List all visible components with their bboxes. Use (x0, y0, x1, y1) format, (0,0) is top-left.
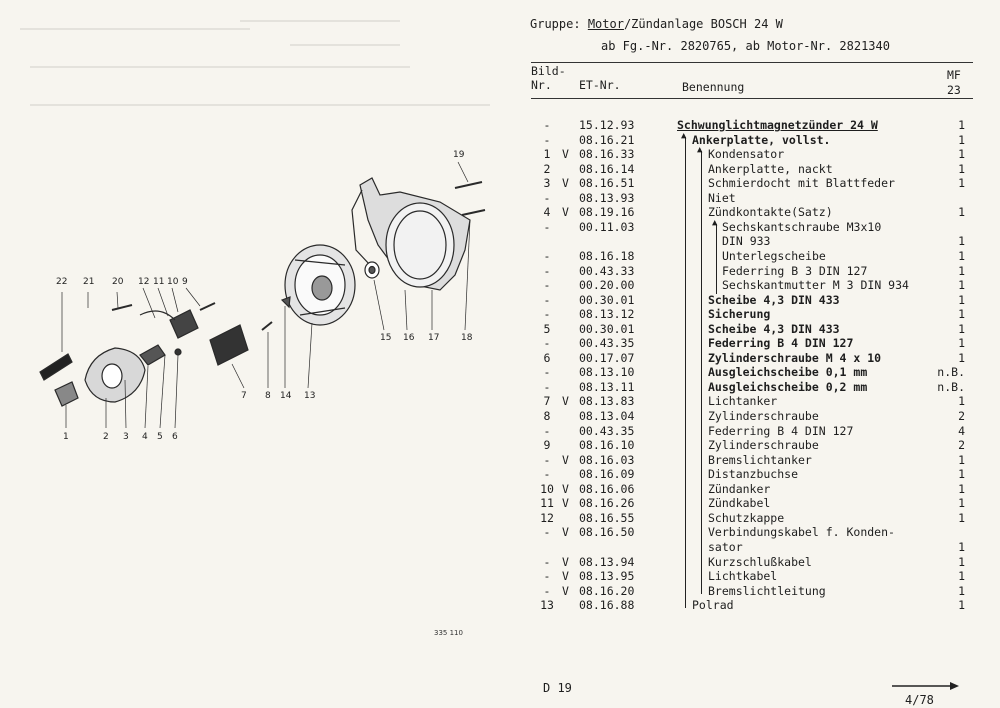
part-qty: 1 (958, 583, 965, 598)
col-benennung: Benennung (682, 80, 745, 94)
callout-16: 16 (403, 333, 415, 343)
part-v-flag: V (562, 452, 569, 467)
part-et-nr: 00.43.35 (579, 423, 635, 438)
part-name: Scheibe 4,3 DIN 433 (708, 321, 840, 336)
part-et-nr: 08.13.94 (579, 554, 635, 569)
part-qty: 1 (958, 278, 965, 293)
part-name: Unterlegscheibe (722, 248, 826, 263)
callout-18: 18 (461, 333, 473, 343)
part-name: Bremslichtanker (708, 452, 812, 467)
hierarchy-line-1 (685, 137, 686, 608)
serial-range: ab Fg.-Nr. 2820765, ab Motor-Nr. 2821340 (601, 39, 890, 53)
callout-11: 11 (153, 277, 165, 287)
callout-8: 8 (265, 391, 271, 401)
part-name: Zylinderschraube (708, 438, 819, 453)
part-nr: - (543, 278, 551, 293)
part-v-flag: V (562, 525, 569, 540)
callout-5: 5 (157, 432, 163, 442)
part-et-nr: 00.17.07 (579, 350, 635, 365)
part-et-nr: 08.13.12 (579, 307, 635, 322)
part-nr: 1 (543, 147, 551, 162)
part-qty: 2 (958, 409, 965, 423)
part-nr: - (543, 292, 551, 307)
part-name: Kurzschlußkabel (708, 554, 812, 569)
part-nr: 10 (540, 481, 554, 496)
part-qty: 1 (958, 481, 965, 496)
part-name: Sechskantschraube M3x10 (722, 219, 882, 234)
part-qty: 1 (958, 118, 965, 132)
part-et-nr: 08.16.03 (579, 452, 635, 467)
part-v-flag: V (562, 554, 569, 569)
part-nr: - (543, 452, 551, 467)
callout-21: 21 (83, 277, 95, 287)
part-qty: 1 (958, 598, 965, 613)
group-rest: /Zündanlage BOSCH 24 W (623, 17, 783, 31)
col-bild-nr-1: Bild- (531, 64, 566, 78)
part-name: Schmierdocht mit Blattfeder (708, 176, 895, 191)
exploded-diagram (0, 140, 520, 470)
part-qty: 1 (958, 132, 965, 147)
part-nr: 5 (543, 321, 551, 336)
part-name: Distanzbuchse (708, 467, 799, 482)
part-name: Niet (708, 190, 736, 205)
part-et-nr: 00.11.03 (579, 219, 635, 234)
part-nr: - (543, 569, 551, 584)
part-nr: - (543, 379, 551, 394)
part-name: Federring B 3 DIN 127 (722, 263, 868, 278)
part-qty: 1 (958, 394, 965, 409)
part-name: Scheibe 4,3 DIN 433 (708, 292, 840, 307)
part-qty: 4 (958, 423, 965, 438)
part-name: Kondensator (708, 147, 785, 162)
part-et-nr: 08.16.09 (579, 467, 635, 482)
callout-19: 19 (453, 150, 465, 160)
col-mf-2: 23 (947, 83, 961, 97)
page-code: D 19 (543, 681, 572, 695)
part-et-nr: 15.12.93 (579, 118, 635, 132)
part-nr: 9 (543, 438, 551, 453)
hierarchy-arrow-2: ▲ (697, 145, 703, 155)
rule-top (531, 62, 973, 63)
part-qty: 1 (958, 321, 965, 336)
callout-14: 14 (280, 391, 292, 401)
part-qty: 1 (958, 452, 965, 467)
part-v-flag: V (562, 569, 569, 584)
callout-12: 12 (138, 277, 150, 287)
part-v-flag: V (562, 176, 569, 191)
part-name: Lichtkabel (708, 569, 778, 584)
part-et-nr: 08.13.93 (579, 190, 635, 205)
group-main: Motor (587, 17, 624, 31)
part-name: Ausgleichscheibe 0,2 mm (708, 379, 868, 394)
part-qty: 1 (958, 496, 965, 511)
part-et-nr: 00.20.00 (579, 278, 635, 293)
callout-10: 10 (167, 277, 179, 287)
callout-4: 4 (142, 432, 148, 442)
part-qty: 1 (958, 467, 965, 482)
part-name: Verbindungskabel f. Konden- (708, 525, 895, 540)
hierarchy-line-3 (716, 224, 717, 294)
part-nr: - (543, 365, 551, 380)
part-v-flag: V (562, 394, 569, 409)
part-name: Bremslichtleitung (708, 583, 826, 598)
hierarchy-arrow-3: ▲ (712, 218, 718, 228)
part-nr: - (543, 190, 551, 205)
part-et-nr: 08.19.16 (579, 205, 635, 220)
callout-17: 17 (428, 333, 440, 343)
callout-20: 20 (112, 277, 124, 287)
diagram-drawing (0, 140, 520, 470)
part-nr: 7 (543, 394, 551, 409)
part-name: sator (708, 539, 743, 554)
part-et-nr: 00.43.33 (579, 263, 635, 278)
part-v-flag: V (562, 481, 569, 496)
part-nr: - (543, 423, 551, 438)
part-qty: n.B. (937, 365, 965, 380)
part-name: Ankerplatte, nackt (708, 161, 833, 176)
part-qty: 1 (958, 147, 965, 162)
part-name: Lichtanker (708, 394, 778, 409)
part-qty: 1 (958, 176, 965, 191)
part-v-flag: V (562, 583, 569, 598)
part-name: Zündanker (708, 481, 771, 496)
part-et-nr: 00.30.01 (579, 292, 635, 307)
part-et-nr: 08.16.26 (579, 496, 635, 511)
part-nr: 4 (543, 205, 551, 220)
part-nr: - (543, 118, 551, 132)
part-name: Sicherung (708, 307, 771, 322)
part-nr: 2 (543, 161, 551, 176)
part-name: Schwunglichtmagnetzünder 24 W (677, 118, 878, 132)
part-v-flag: V (562, 496, 569, 511)
part-qty: 1 (958, 205, 965, 220)
part-nr: 8 (543, 409, 551, 423)
part-nr: - (543, 307, 551, 322)
part-et-nr: 08.13.95 (579, 569, 635, 584)
part-name: Polrad (692, 598, 734, 613)
arrow-right-icon (892, 681, 960, 691)
part-nr: - (543, 132, 551, 147)
part-nr: - (543, 248, 551, 263)
part-qty: n.B. (937, 379, 965, 394)
col-bild-nr-2: Nr. (531, 78, 552, 92)
part-name: Schutzkappe (708, 510, 785, 525)
part-qty: 1 (958, 161, 965, 176)
part-qty: 1 (958, 234, 965, 249)
part-name: Ausgleichscheibe 0,1 mm (708, 365, 868, 380)
part-name: Federring B 4 DIN 127 (708, 336, 854, 351)
part-qty: 2 (958, 438, 965, 453)
part-et-nr: 08.16.51 (579, 176, 635, 191)
part-v-flag: V (562, 147, 569, 162)
part-qty: 1 (958, 307, 965, 322)
part-qty: 1 (958, 263, 965, 278)
part-et-nr: 08.16.06 (579, 481, 635, 496)
part-name: Zündkontakte(Satz) (708, 205, 833, 220)
part-name: Zylinderschraube (708, 409, 819, 423)
bleed-through-marks (0, 0, 500, 140)
part-nr: 6 (543, 350, 551, 365)
part-et-nr: 08.13.11 (579, 379, 635, 394)
part-name: Sechskantmutter M 3 DIN 934 (722, 278, 909, 293)
part-et-nr: 08.16.21 (579, 132, 635, 147)
part-v-flag: V (562, 205, 569, 220)
part-name: Zündkabel (708, 496, 771, 511)
part-qty: 1 (958, 510, 965, 525)
hierarchy-arrow-1: ▲ (681, 131, 687, 141)
part-nr: - (543, 554, 551, 569)
callout-6: 6 (172, 432, 178, 442)
part-name: Federring B 4 DIN 127 (708, 423, 854, 438)
rule-bottom (531, 98, 973, 99)
part-qty: 1 (958, 248, 965, 263)
col-mf-1: MF (947, 68, 961, 82)
part-qty: 1 (958, 569, 965, 584)
part-et-nr: 08.16.33 (579, 147, 635, 162)
part-et-nr: 08.16.88 (579, 598, 635, 613)
part-name: Zylinderschraube M 4 x 10 (708, 350, 882, 365)
callout-7: 7 (241, 391, 247, 401)
hierarchy-line-2 (701, 151, 702, 594)
part-et-nr: 08.13.83 (579, 394, 635, 409)
part-qty: 1 (958, 350, 965, 365)
part-nr: - (543, 336, 551, 351)
part-name: DIN 933 (722, 234, 771, 249)
part-nr: 3 (543, 176, 551, 191)
callout-15: 15 (380, 333, 392, 343)
part-et-nr: 08.16.20 (579, 583, 635, 598)
callout-1: 1 (63, 432, 69, 442)
callout-9: 9 (182, 277, 188, 287)
part-et-nr: 08.13.10 (579, 365, 635, 380)
part-nr: 12 (540, 510, 554, 525)
part-qty: 1 (958, 554, 965, 569)
part-qty: 1 (958, 539, 965, 554)
part-nr: - (543, 219, 551, 234)
part-nr: - (543, 525, 551, 540)
callout-3: 3 (123, 432, 129, 442)
part-et-nr: 00.30.01 (579, 321, 635, 336)
part-et-nr: 08.16.10 (579, 438, 635, 453)
part-nr: 13 (540, 598, 554, 613)
part-et-nr: 08.16.14 (579, 161, 635, 176)
callout-13: 13 (304, 391, 316, 401)
part-name: Ankerplatte, vollst. (692, 132, 831, 147)
drawing-number: 335 110 (434, 629, 463, 637)
group-header (530, 17, 783, 31)
part-et-nr: 08.16.50 (579, 525, 635, 540)
part-nr: - (543, 467, 551, 482)
edition-date: 4/78 (905, 693, 934, 707)
part-nr: - (543, 263, 551, 278)
part-et-nr: 00.43.35 (579, 336, 635, 351)
group-label: Gruppe: (530, 17, 581, 31)
part-et-nr: 08.13.04 (579, 409, 635, 423)
part-qty: 1 (958, 292, 965, 307)
callout-22: 22 (56, 277, 68, 287)
part-qty: 1 (958, 336, 965, 351)
part-et-nr: 08.16.18 (579, 248, 635, 263)
callout-2: 2 (103, 432, 109, 442)
part-nr: 11 (540, 496, 554, 511)
part-nr: - (543, 583, 551, 598)
part-et-nr: 08.16.55 (579, 510, 635, 525)
col-et-nr: ET-Nr. (579, 78, 621, 92)
